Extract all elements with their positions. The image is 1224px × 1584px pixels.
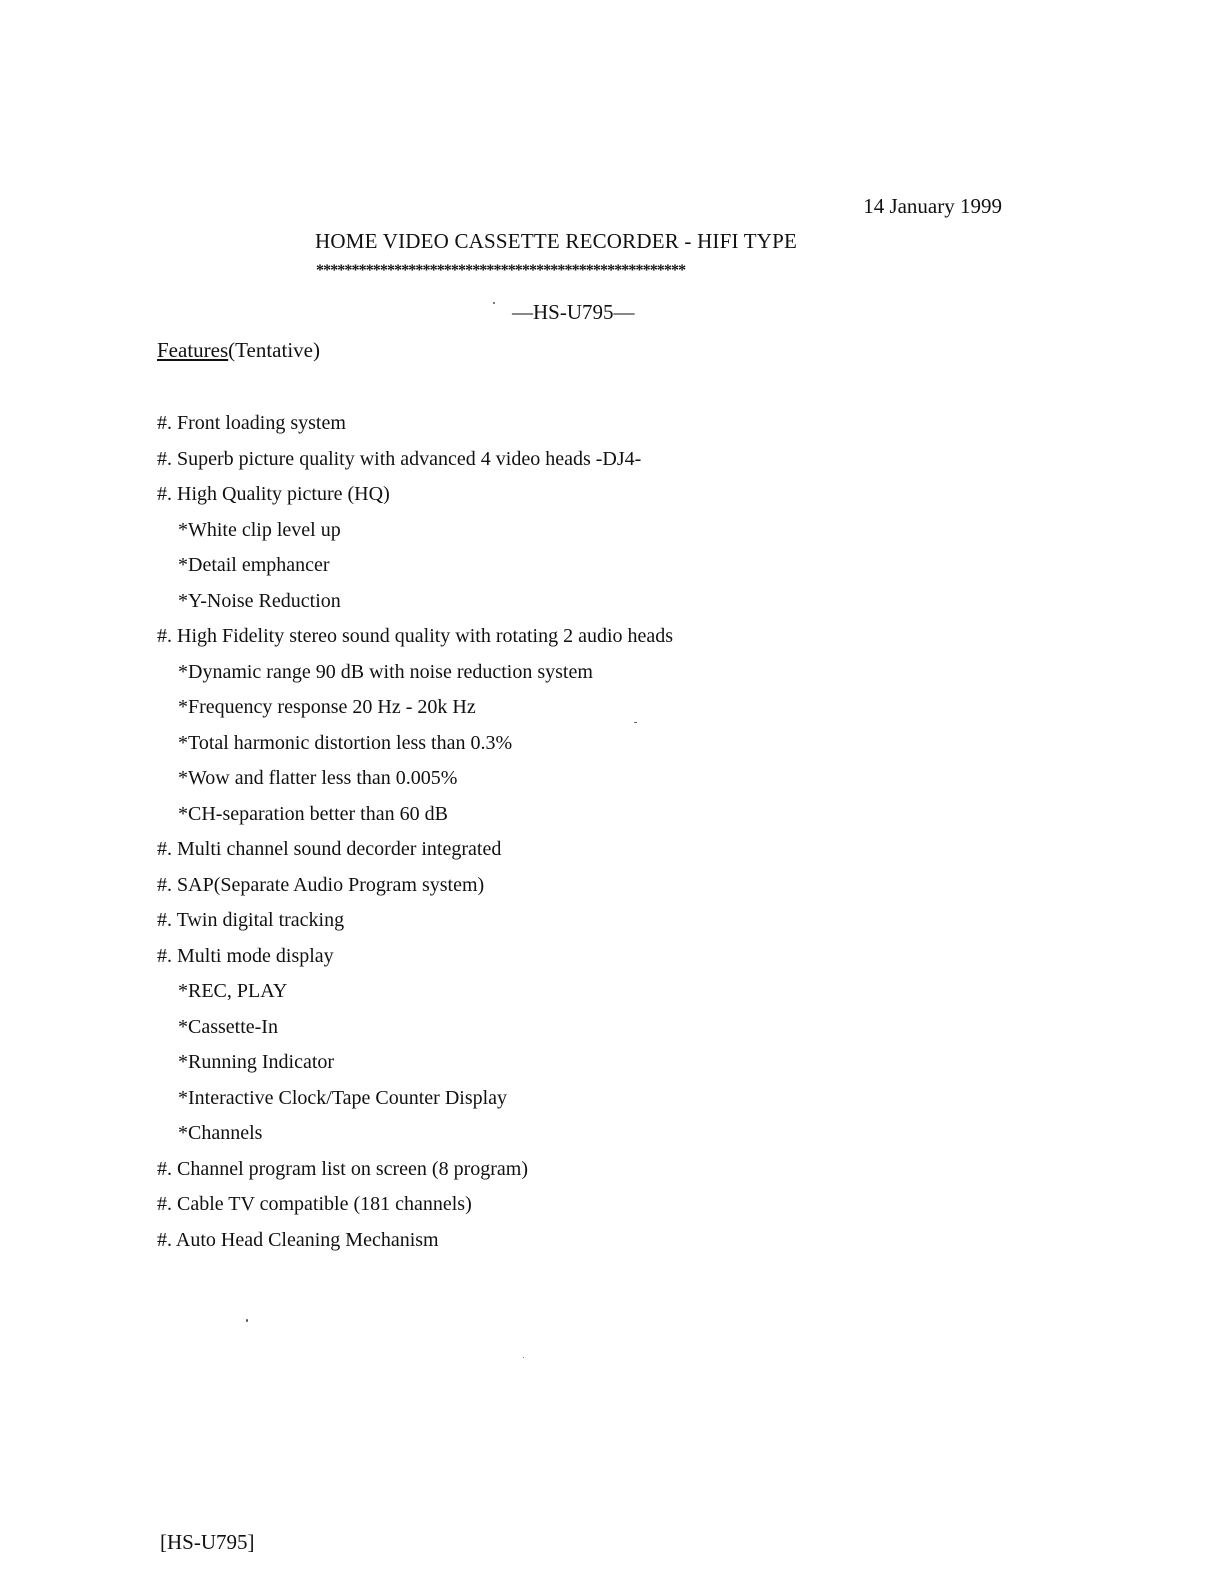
asterisk-divider: ****************************************************	[316, 262, 686, 279]
scan-speck	[493, 302, 495, 304]
scan-speck	[634, 722, 637, 723]
features-heading-label: Features	[157, 338, 229, 362]
feature-subitem: *REC, PLAY	[178, 980, 288, 1002]
feature-subitem: *Frequency response 20 Hz - 20k Hz	[178, 696, 476, 718]
feature-item: #. Multi channel sound decorder integrated	[157, 838, 502, 860]
feature-subitem: *Wow and flatter less than 0.005%	[178, 767, 458, 789]
feature-item: #. Twin digital tracking	[157, 909, 345, 931]
feature-subitem: *Interactive Clock/Tape Counter Display	[178, 1086, 508, 1109]
feature-subitem: *Running Indicator	[178, 1051, 335, 1073]
feature-subitem: *CH-separation better than 60 dB	[178, 802, 448, 825]
feature-subitem: *Total harmonic distortion less than 0.3%	[178, 731, 513, 754]
feature-subitem: *Dynamic range 90 dB with noise reduction system	[178, 660, 593, 683]
feature-item: #. Superb picture quality with advanced 4 video heads -DJ4-	[157, 447, 642, 470]
feature-item: #. Multi mode display	[157, 944, 334, 967]
model-number: —HS-U795—	[512, 300, 635, 324]
scan-speck	[246, 1319, 248, 1322]
document-date: 14 January 1999	[863, 194, 1002, 218]
feature-subitem: *Cassette-In	[178, 1015, 278, 1038]
footer-code: [HS-U795]	[160, 1530, 255, 1554]
document-title: HOME VIDEO CASSETTE RECORDER - HIFI TYPE	[315, 229, 798, 253]
scan-speck	[523, 1357, 524, 1358]
feature-item: #. High Fidelity stereo sound quality with rotating 2 audio heads	[157, 625, 674, 647]
feature-item: #. SAP(Separate Audio Program system)	[157, 873, 485, 896]
feature-subitem: *White clip level up	[178, 518, 341, 541]
feature-item: #. Front loading system	[157, 412, 346, 434]
feature-item: #. Auto Head Cleaning Mechanism	[157, 1228, 439, 1251]
features-heading	[157, 338, 320, 363]
feature-item: #. High Quality picture (HQ)	[157, 483, 390, 505]
feature-subitem: *Detail emphancer	[178, 554, 330, 576]
feature-item: #. Cable TV compatible (181 channels)	[157, 1193, 472, 1215]
feature-subitem: *Channels	[178, 1122, 263, 1144]
features-heading-note: (Tentative)	[228, 338, 320, 362]
feature-list	[157, 409, 673, 1261]
feature-subitem: *Y-Noise Reduction	[178, 589, 341, 612]
feature-item: #. Channel program list on screen (8 program)	[157, 1157, 529, 1180]
